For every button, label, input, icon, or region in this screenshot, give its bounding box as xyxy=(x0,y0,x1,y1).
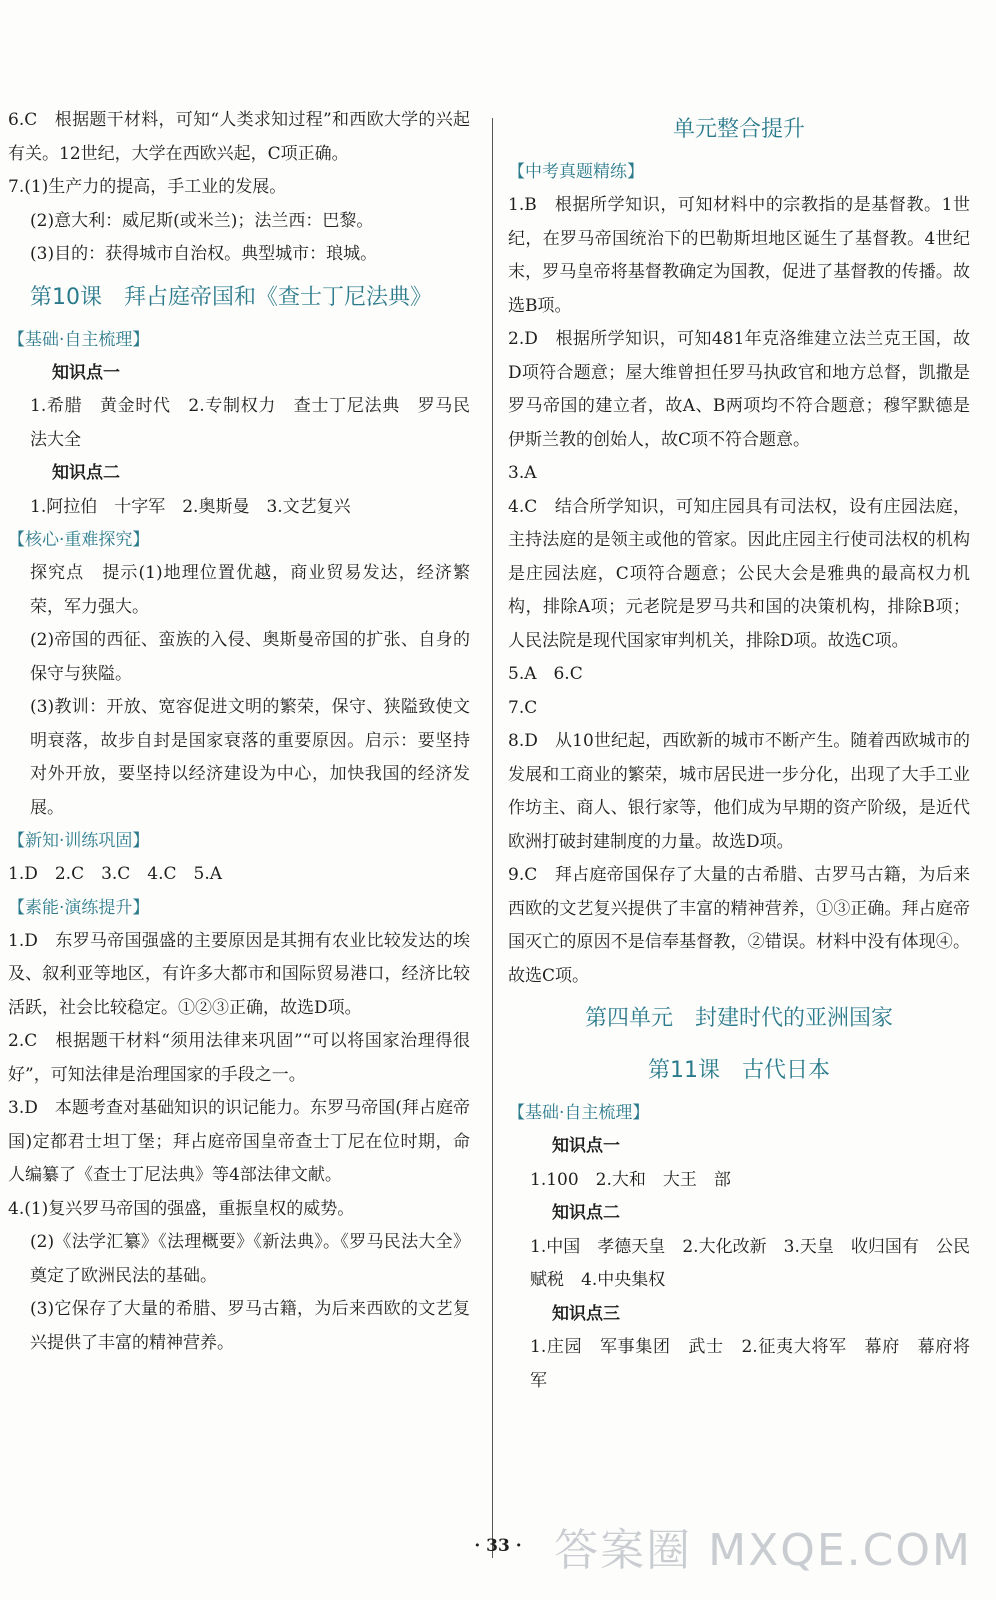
answer-subline: 1.希腊 黄金时代 2.专制权力 查士丁尼法典 罗马民法大全 xyxy=(30,396,470,450)
lesson-title: 单元整合提升 xyxy=(672,117,805,142)
right-column xyxy=(508,104,987,1398)
section-heading: 【新知·训练巩固】 xyxy=(8,831,150,851)
answer-subline: 1.中国 孝德天皇 2.大化改新 3.天皇 收归国有 公民 赋税 4.中央集权 xyxy=(530,1236,987,1290)
answer-paragraph: 8.D 从10世纪起，西欧新的城市不断产生。随着西欧城市的发展和工商业的繁荣，城市居民进一步分化，出现了大手工业作坊主、商人、银行家等，他们成为早期的资产阶级，是近代欧洲打破封建制度的力量。故选D项。 xyxy=(508,731,970,852)
knowledge-point-heading: 知识点二 xyxy=(552,1203,620,1223)
lesson-title: 第10课 拜占庭帝国和《查士丁尼法典》 xyxy=(30,284,432,310)
answer-subline: 1.庄园 军事集团 武士 2.征夷大将军 幕府 幕府将军 xyxy=(530,1337,970,1391)
answer-subline: (2)帝国的西征、蛮族的入侵、奥斯曼帝国的扩张、自身的保守与狭隘。 xyxy=(30,630,470,684)
answer-subline: (2)意大利：威尼斯(或米兰)；法兰西：巴黎。 xyxy=(30,210,374,231)
section-heading: 【基础·自主梳理】 xyxy=(508,1103,650,1123)
answer-subline: (2)《法学汇纂》《法理概要》《新法典》。《罗马民法大全》奠定了欧洲民法的基础。 xyxy=(30,1232,470,1286)
answer-subline: (3)教训：开放、宽容促进文明的繁荣，保守、狭隘致使文明衰落，故步自封是国家衰落的重要原因。启示：要坚持对外开放，要坚持以经济建设为中心，加快我国的经济发展。 xyxy=(30,697,470,818)
answer-paragraph: 7.C xyxy=(508,697,538,718)
knowledge-point-heading: 知识点三 xyxy=(552,1303,620,1324)
knowledge-point-heading: 知识点二 xyxy=(52,463,120,483)
answer-paragraph: 2.C 根据题干材料“须用法律来巩固”“可以将国家治理得很好”，可知法律是治理国家的手段之一。 xyxy=(8,1031,470,1085)
answer-paragraph: 1.D 2.C 3.C 4.C 5.A xyxy=(8,864,223,884)
answer-subline: (3)它保存了大量的希腊、罗马古籍，为后来西欧的文艺复兴提供了丰富的精神营养。 xyxy=(30,1299,470,1353)
lesson-title: 第四单元 封建时代的亚洲国家 xyxy=(584,1006,893,1031)
answer-paragraph: 3.A xyxy=(508,463,537,483)
section-heading: 【素能·演练提升】 xyxy=(8,897,150,918)
column-divider xyxy=(492,118,493,1558)
lesson-title: 第11课 古代日本 xyxy=(648,1058,830,1083)
left-column xyxy=(8,104,470,1360)
answer-paragraph: 3.D 本题考查对基础知识的识记能力。东罗马帝国(拜占庭帝国)定都君士坦丁堡；拜占庭帝国皇帝查士丁尼在位时期，命人编纂了《查士丁尼法典》等4部法律文献。 xyxy=(8,1098,470,1185)
section-heading: 【核心·重难探究】 xyxy=(8,530,150,550)
watermark: 答案圈 MXQE.COM xyxy=(554,1525,972,1576)
answer-paragraph: 2.D 根据所学知识，可知481年克洛维建立法兰克王国，故D项符合题意；屋大维曾担任罗马执政官和地方总督，凯撒是罗马帝国的建立者，故A、B两项均不符合题意；穆罕默德是伊斯兰教的创始人，故C项不符合题意。 xyxy=(508,329,970,450)
answer-paragraph: 1.B 根据所学知识，可知材料中的宗教指的是基督教。1世纪，在罗马帝国统治下的巴勒斯坦地区诞生了基督教。4世纪末，罗马皇帝将基督教确定为国教，促进了基督教的传播。故选B项。 xyxy=(508,195,970,316)
knowledge-point-heading: 知识点一 xyxy=(552,1136,620,1156)
answer-paragraph: 7.(1)生产力的提高，手工业的发展。 xyxy=(8,177,287,197)
answer-paragraph: 9.C 拜占庭帝国保存了大量的古希腊、古罗马古籍，为后来西欧的文艺复兴提供了丰富的精神营养，①③正确。拜占庭帝国灭亡的原因不是信奉基督教，②错误。材料中没有体现④。故选C项。 xyxy=(508,865,970,986)
answer-subline: (3)目的：获得城市自治权。典型城市：琅城。 xyxy=(30,244,378,264)
answer-paragraph: 4.(1)复兴罗马帝国的强盛，重振皇权的威势。 xyxy=(8,1198,355,1219)
page-number: · 33 · xyxy=(474,1536,522,1556)
answer-subline: 1.阿拉伯 十字军 2.奥斯曼 3.文艺复兴 xyxy=(30,496,351,517)
answer-paragraph: 1.D 东罗马帝国强盛的主要原因是其拥有农业比较发达的埃及、叙利亚等地区，有许多大都市和国际贸易港口，经济比较活跃，社会比较稳定。①②③正确，故选D项。 xyxy=(8,930,470,1018)
knowledge-point-heading: 知识点一 xyxy=(52,362,120,383)
answer-paragraph: 6.C 根据题干材料，可知“人类求知过程”和西欧大学的兴起有关。12世纪，大学在西欧兴起，C项正确。 xyxy=(8,110,470,164)
answer-subline: 1.100 2.大和 大王 部 xyxy=(530,1169,731,1190)
answer-paragraph: 4.C 结合所学知识，可知庄园具有司法权，设有庄园法庭，主持法庭的是领主或他的管家。因此庄园主行使司法权的机构是庄园法庭，C项符合题意；公民大会是雅典的最高权力机构，排除A项；元老院是罗马共和国的决策机构，排除B项；人民法院是现代国家审判机关，排除D项。故选C项。 xyxy=(508,496,970,651)
section-heading: 【基础·自主梳理】 xyxy=(8,329,150,350)
answer-paragraph: 5.A 6.C xyxy=(508,664,583,684)
answer-subline: 探究点 提示(1)地理位置优越，商业贸易发达，经济繁荣，军力强大。 xyxy=(30,563,470,617)
section-heading: 【中考真题精练】 xyxy=(508,162,644,182)
